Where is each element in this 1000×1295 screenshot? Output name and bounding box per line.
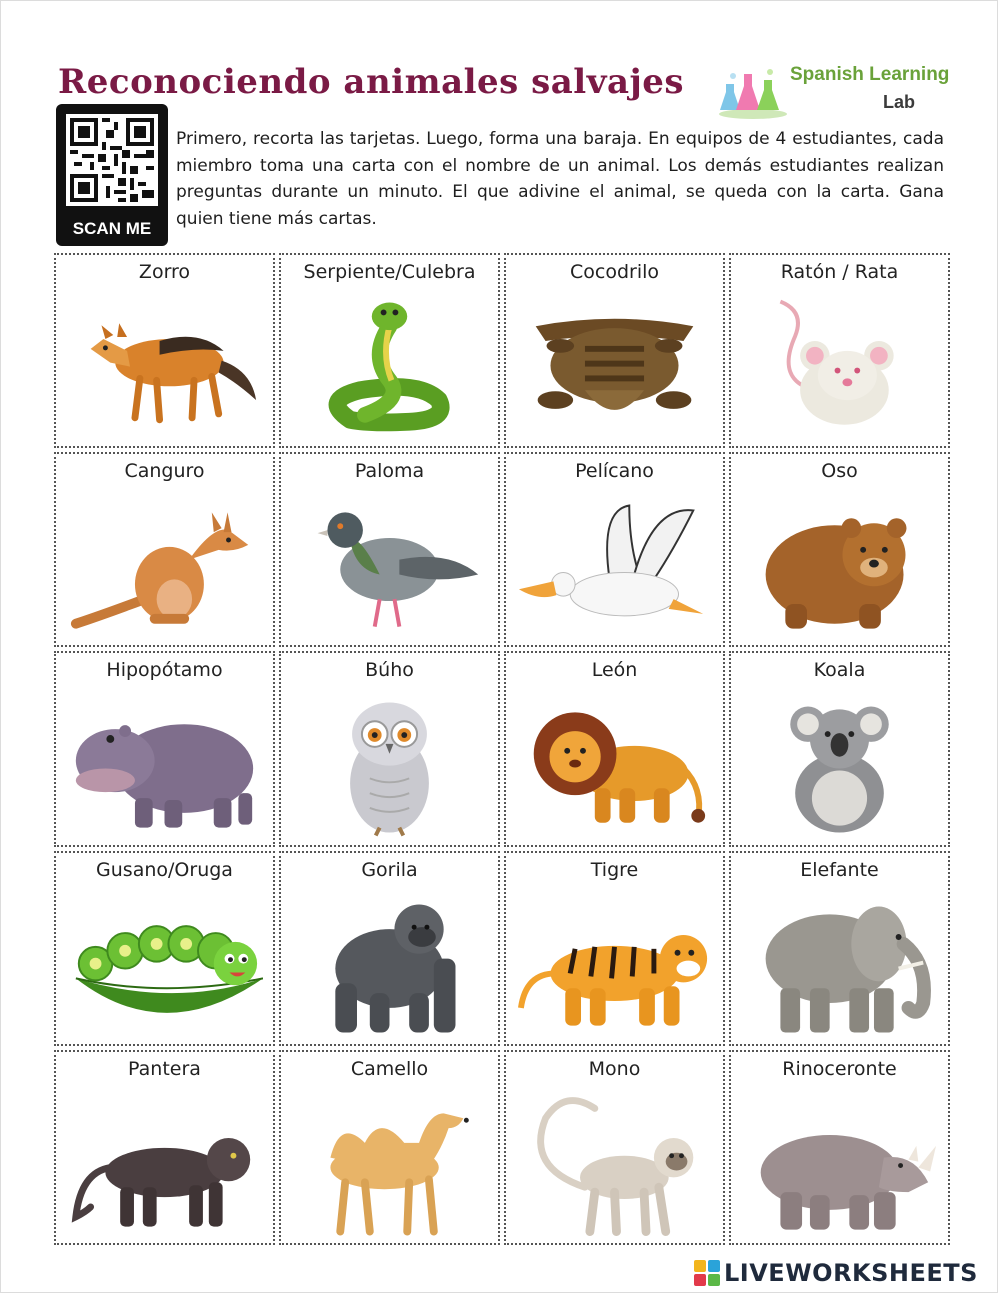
card-name: Camello: [350, 1057, 429, 1080]
panther-icon: [66, 1088, 263, 1237]
tiger-icon: [516, 889, 713, 1038]
card-name: Mono: [588, 1057, 641, 1080]
animal-card[interactable]: [504, 851, 725, 1046]
animal-card[interactable]: [279, 651, 500, 846]
card-name: Rinoceronte: [782, 1057, 897, 1080]
animal-card[interactable]: [54, 1050, 275, 1245]
animal-card[interactable]: [54, 651, 275, 846]
animal-card[interactable]: [504, 452, 725, 647]
logo-text-line2: Lab: [883, 92, 916, 112]
animal-card[interactable]: [729, 253, 950, 448]
card-name: Canguro: [124, 460, 205, 483]
card-name: Koala: [813, 659, 866, 682]
page-title: Reconociendo animales salvajes: [58, 62, 685, 102]
camel-icon: [291, 1088, 488, 1237]
card-name: Pelícano: [575, 460, 654, 483]
logo-text-line1: Spanish Learning: [790, 64, 950, 85]
animal-card[interactable]: [729, 452, 950, 647]
animal-card[interactable]: [729, 1050, 950, 1245]
card-name: Ratón / Rata: [780, 261, 899, 283]
lion-icon: [516, 689, 713, 838]
animal-card[interactable]: [279, 851, 500, 1046]
card-name: Cocodrilo: [569, 261, 660, 283]
card-name: Zorro: [138, 261, 191, 283]
flasks-icon: [718, 64, 788, 120]
koala-icon: [741, 689, 938, 838]
card-name: Pantera: [128, 1057, 201, 1080]
crocodile-icon: [516, 291, 713, 440]
animal-card[interactable]: [729, 651, 950, 846]
qr-code-icon: [66, 114, 158, 206]
mouse-icon: [741, 291, 938, 440]
card-name: Gorila: [361, 858, 418, 881]
monkey-icon: [516, 1088, 713, 1237]
animal-card[interactable]: [279, 253, 500, 448]
elephant-icon: [741, 889, 938, 1038]
liveworksheets-text: LIVEWORKSHEETS: [724, 1259, 978, 1287]
bear-icon: [741, 490, 938, 639]
kangaroo-icon: [66, 490, 263, 639]
animal-card[interactable]: [54, 253, 275, 448]
animal-card-grid: [52, 251, 952, 1247]
animal-card[interactable]: [729, 851, 950, 1046]
liveworksheets-brand[interactable]: [694, 1258, 978, 1288]
card-name: Paloma: [354, 460, 425, 483]
card-name: Elefante: [800, 858, 879, 881]
card-name: Tigre: [590, 858, 639, 881]
rhino-icon: [741, 1088, 938, 1237]
animal-card[interactable]: [279, 1050, 500, 1245]
animal-card[interactable]: [54, 452, 275, 647]
snake-icon: [291, 291, 488, 440]
gorilla-icon: [291, 889, 488, 1038]
liveworksheets-logo-icon: [694, 1260, 720, 1286]
hippo-icon: [66, 689, 263, 838]
animal-card[interactable]: [279, 452, 500, 647]
animal-card[interactable]: [54, 851, 275, 1046]
fox-icon: [66, 291, 263, 440]
spanish-learning-lab-logo: [718, 62, 950, 122]
animal-card[interactable]: [504, 651, 725, 846]
card-name: Serpiente/Culebra: [303, 261, 476, 283]
card-name: Hipopótamo: [106, 659, 223, 682]
animal-card[interactable]: [504, 253, 725, 448]
card-name: Búho: [365, 659, 414, 682]
qr-label: SCAN ME: [72, 219, 152, 238]
card-name: León: [591, 659, 638, 682]
card-name: Oso: [821, 460, 858, 483]
pigeon-icon: [291, 490, 488, 639]
pelican-icon: [516, 490, 713, 639]
instructions-text: Primero, recorta las tarjetas. Luego, forma una baraja. En equipos de 4 estudiantes, cada miembro toma una carta con el nombre de un animal. Los demás estudiantes realizan preguntas durante un minuto. El que adivine el animal, se queda con la carta. Gana quien tiene más cartas.: [176, 129, 944, 229]
caterpillar-icon: [66, 889, 263, 1038]
card-name: Gusano/Oruga: [96, 858, 233, 881]
qr-code-badge[interactable]: [56, 104, 168, 246]
animal-card[interactable]: [504, 1050, 725, 1245]
owl-icon: [291, 689, 488, 838]
